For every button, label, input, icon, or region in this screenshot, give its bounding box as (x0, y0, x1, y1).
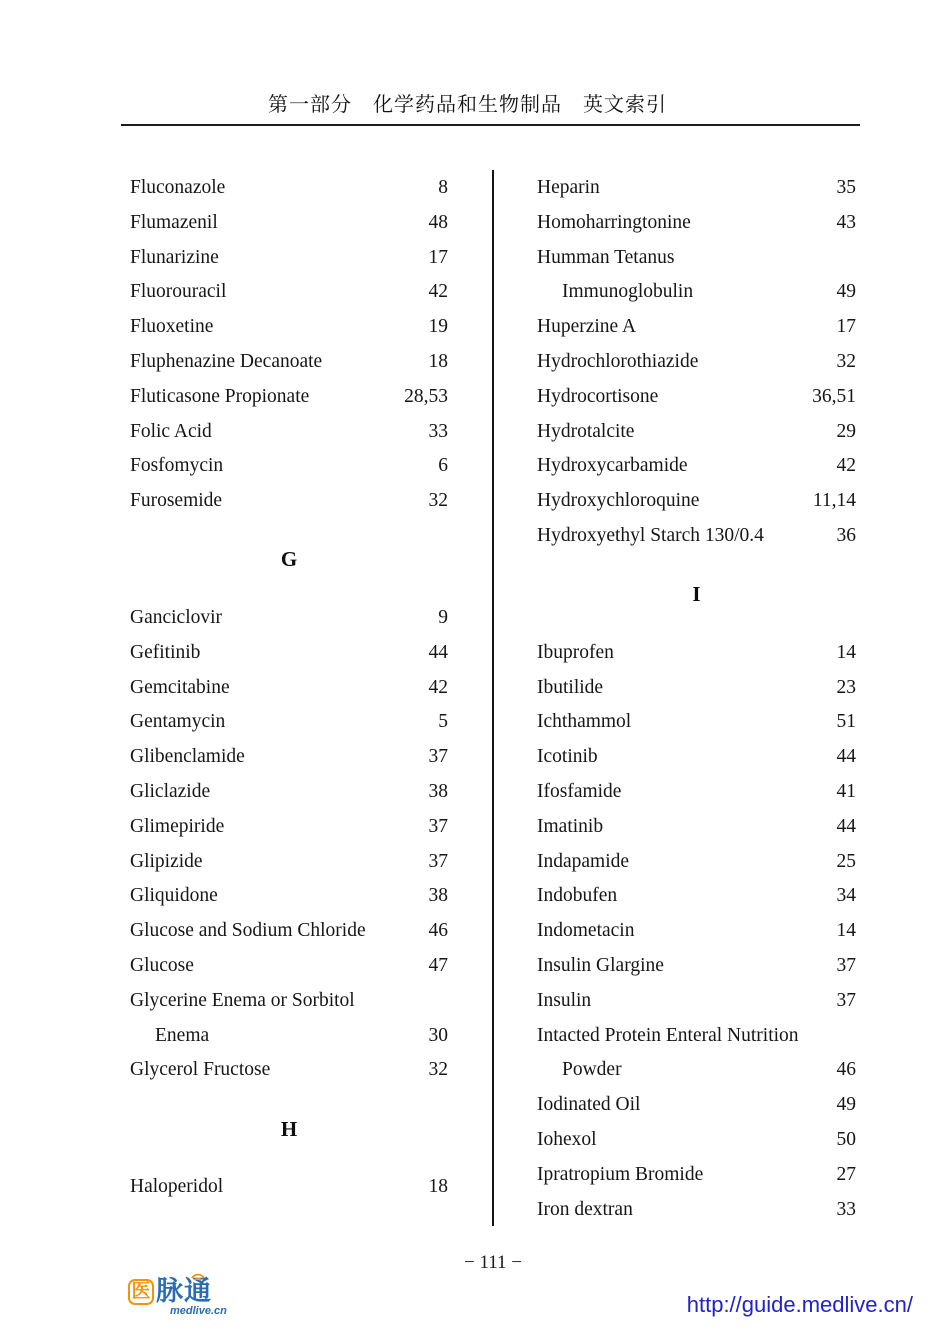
index-entry (537, 171, 856, 206)
page-title: 第一部分 化学药品和生物制品 英文索引 (268, 94, 667, 116)
drug-name: Fluphenazine Decanoate (130, 350, 323, 372)
index-entry (537, 484, 856, 519)
drug-name: Glucose (130, 954, 194, 976)
drug-name: Hydrotalcite (537, 420, 635, 442)
index-entry (130, 206, 448, 241)
index-entry (130, 241, 448, 276)
index-entry (130, 740, 448, 775)
drug-name: Enema (155, 1024, 210, 1046)
index-entry (537, 671, 856, 706)
index-entry (130, 449, 448, 484)
drug-name: Ganciclovir (130, 606, 223, 628)
drug-name: Folic Acid (130, 420, 212, 442)
index-entry (537, 984, 856, 1019)
drug-name: Glucose and Sodium Chloride (130, 920, 366, 942)
drug-name: Gliclazide (130, 780, 211, 802)
drug-name: Iohexol (537, 1128, 597, 1150)
drug-name: Ichthammol (537, 711, 632, 733)
drug-name: Intacted Protein Enteral Nutrition (537, 1024, 799, 1046)
page-number: 18 (428, 1176, 448, 1198)
page-number: 19 (428, 316, 448, 338)
section-heading-h (130, 1088, 448, 1170)
drug-name: Indobufen (537, 885, 618, 907)
index-column-right (537, 171, 856, 1227)
drug-name: Ibutilide (537, 676, 604, 698)
drug-name: Furosemide (130, 490, 223, 512)
page-number: 46 (428, 920, 448, 942)
index-entry (537, 1123, 856, 1158)
page-number: 38 (428, 885, 448, 907)
drug-name: Flumazenil (130, 211, 218, 233)
section-label: G (280, 547, 298, 572)
index-entry (130, 775, 448, 810)
index-entry (537, 241, 856, 276)
drug-name: Iodinated Oil (537, 1094, 641, 1116)
page-number: 44 (836, 815, 856, 837)
index-entry (130, 1019, 448, 1054)
page-number: 37 (836, 989, 856, 1011)
section-label: I (692, 582, 701, 607)
page-number: 38 (428, 780, 448, 802)
index-entry (537, 949, 856, 984)
drug-name: Glimepiride (130, 815, 225, 837)
page-number: 35 (836, 177, 856, 198)
drug-name: Ipratropium Bromide (537, 1163, 704, 1185)
page-number-footer: − 111 − (463, 1252, 523, 1273)
index-entry (537, 380, 856, 415)
page-number: 14 (836, 920, 856, 942)
page-number: 5 (438, 711, 448, 733)
page-number: 36 (836, 524, 856, 546)
page-number: 42 (428, 676, 448, 698)
index-entry (130, 275, 448, 310)
page-number: 17 (428, 246, 448, 268)
page-number: 47 (428, 954, 448, 976)
page-number: 33 (836, 1198, 856, 1220)
index-entry (537, 275, 856, 310)
page-number: 44 (836, 746, 856, 768)
page-number: 9 (438, 606, 448, 628)
drug-name: Glycerine Enema or Sorbitol (130, 989, 355, 1011)
index-entry (537, 914, 856, 949)
drug-name: Gemcitabine (130, 676, 230, 698)
index-entry (130, 636, 448, 671)
index-entry (130, 845, 448, 880)
drug-name: Flunarizine (130, 246, 219, 268)
drug-name: Indometacin (537, 920, 635, 942)
section-label: H (280, 1116, 298, 1141)
index-entry (130, 380, 448, 415)
drug-name: Fluoxetine (130, 316, 214, 338)
page-number: 37 (428, 815, 448, 837)
drug-name: Fosfomycin (130, 455, 224, 477)
index-entry (130, 914, 448, 949)
drug-name: Hydrocortisone (537, 385, 659, 407)
drug-name: Hydroxyethyl Starch 130/0.4 (537, 524, 764, 546)
index-entry (537, 1053, 856, 1088)
index-entry (130, 1053, 448, 1088)
page-number: 48 (428, 211, 448, 233)
drug-name: Fluconazole (130, 177, 226, 198)
page-number: 27 (836, 1163, 856, 1185)
page-number: 42 (836, 455, 856, 477)
drug-name: Gliquidone (130, 885, 218, 907)
index-entry (130, 601, 448, 636)
header-rule (121, 124, 860, 126)
index-entry (130, 810, 448, 845)
drug-name: Homoharringtonine (537, 211, 691, 233)
index-entry (537, 1193, 856, 1228)
page-number: 30 (428, 1024, 448, 1046)
index-entry (537, 519, 856, 554)
page-number: 36,51 (812, 385, 856, 407)
drug-name: Huperzine A (537, 316, 637, 338)
page-number: 37 (428, 746, 448, 768)
index-column-left (130, 171, 448, 1205)
drug-name: Imatinib (537, 815, 604, 837)
drug-name: Ifosfamide (537, 780, 622, 802)
index-entry (130, 345, 448, 380)
page-number: 42 (428, 281, 448, 303)
index-entry (537, 845, 856, 880)
page-number: 34 (836, 885, 856, 907)
page-number: 23 (836, 676, 856, 698)
page-number: 43 (836, 211, 856, 233)
page-number: 28,53 (404, 385, 448, 407)
page-number: 49 (836, 281, 856, 303)
index-entry (537, 740, 856, 775)
drug-name: Glibenclamide (130, 746, 245, 768)
drug-name: Hydrochlorothiazide (537, 350, 699, 372)
medlive-logo-mark (128, 1278, 258, 1305)
index-entry (130, 171, 448, 206)
page-number: 50 (836, 1128, 856, 1150)
section-heading-g (130, 519, 448, 601)
index-entry (537, 1088, 856, 1123)
logo-tagline: medlive.cn (170, 1305, 227, 1317)
page-number: 32 (428, 490, 448, 512)
index-entry (537, 449, 856, 484)
drug-name: Glipizide (130, 850, 203, 872)
index-entry (537, 415, 856, 450)
index-entry (130, 705, 448, 740)
page-number: 32 (428, 1059, 448, 1081)
index-entry (130, 671, 448, 706)
page-number: 18 (428, 350, 448, 372)
drug-name: Ibuprofen (537, 641, 614, 663)
index-entry (537, 310, 856, 345)
page-number: 11,14 (812, 490, 856, 512)
page-number: 37 (428, 850, 448, 872)
page-number: 51 (836, 711, 856, 733)
drug-name: Glycerol Fructose (130, 1059, 271, 1081)
drug-name: Powder (562, 1059, 622, 1081)
drug-name: Insulin (537, 989, 592, 1011)
page-number: 37 (836, 954, 856, 976)
drug-name: Indapamide (537, 850, 630, 872)
drug-name: Insulin Glargine (537, 954, 664, 976)
drug-name: Gentamycin (130, 711, 226, 733)
drug-name: Immunoglobulin (562, 281, 694, 303)
index-entry (537, 705, 856, 740)
index-entry (537, 1158, 856, 1193)
page-number: 14 (836, 641, 856, 663)
drug-name: Hydroxycarbamide (537, 455, 688, 477)
page-number: 32 (836, 350, 856, 372)
drug-name: Haloperidol (130, 1176, 224, 1198)
index-entry (130, 310, 448, 345)
page-number: 49 (836, 1094, 856, 1116)
drug-name: Hydroxychloroquine (537, 490, 700, 512)
index-entry (537, 879, 856, 914)
page-number: 44 (428, 641, 448, 663)
page-number: 33 (428, 420, 448, 442)
index-entry (130, 879, 448, 914)
index-entry (537, 775, 856, 810)
logo-wordmark: 脉通 (156, 1276, 212, 1306)
page-number: 41 (836, 780, 856, 802)
column-divider (492, 170, 494, 1226)
medlive-logo[interactable] (128, 1278, 258, 1318)
page-number: 17 (836, 316, 856, 338)
page-number: 6 (438, 455, 448, 477)
drug-name: Iron dextran (537, 1198, 633, 1220)
index-entry (537, 206, 856, 241)
index-entry (130, 484, 448, 519)
page-number: 8 (438, 177, 448, 198)
drug-name: Heparin (537, 177, 600, 198)
page-number: 25 (836, 850, 856, 872)
index-entry (130, 415, 448, 450)
index-entry (537, 636, 856, 671)
drug-name: Gefitinib (130, 641, 201, 663)
index-entry (537, 810, 856, 845)
logo-boxed-char: 医 (128, 1279, 154, 1305)
drug-name: Fluticasone Propionate (130, 385, 310, 407)
index-entry (537, 345, 856, 380)
page-number: 46 (836, 1059, 856, 1081)
section-heading-i (537, 554, 856, 636)
page-number: 29 (836, 420, 856, 442)
index-entry (130, 984, 448, 1019)
index-entry (130, 1170, 448, 1205)
drug-name: Fluorouracil (130, 281, 227, 303)
index-entry (130, 949, 448, 984)
drug-name: Humman Tetanus (537, 246, 675, 268)
index-entry (537, 1019, 856, 1054)
drug-name: Icotinib (537, 746, 598, 768)
guide-link[interactable]: http://guide.medlive.cn/ (686, 1292, 913, 1317)
signal-icon (190, 1270, 206, 1282)
